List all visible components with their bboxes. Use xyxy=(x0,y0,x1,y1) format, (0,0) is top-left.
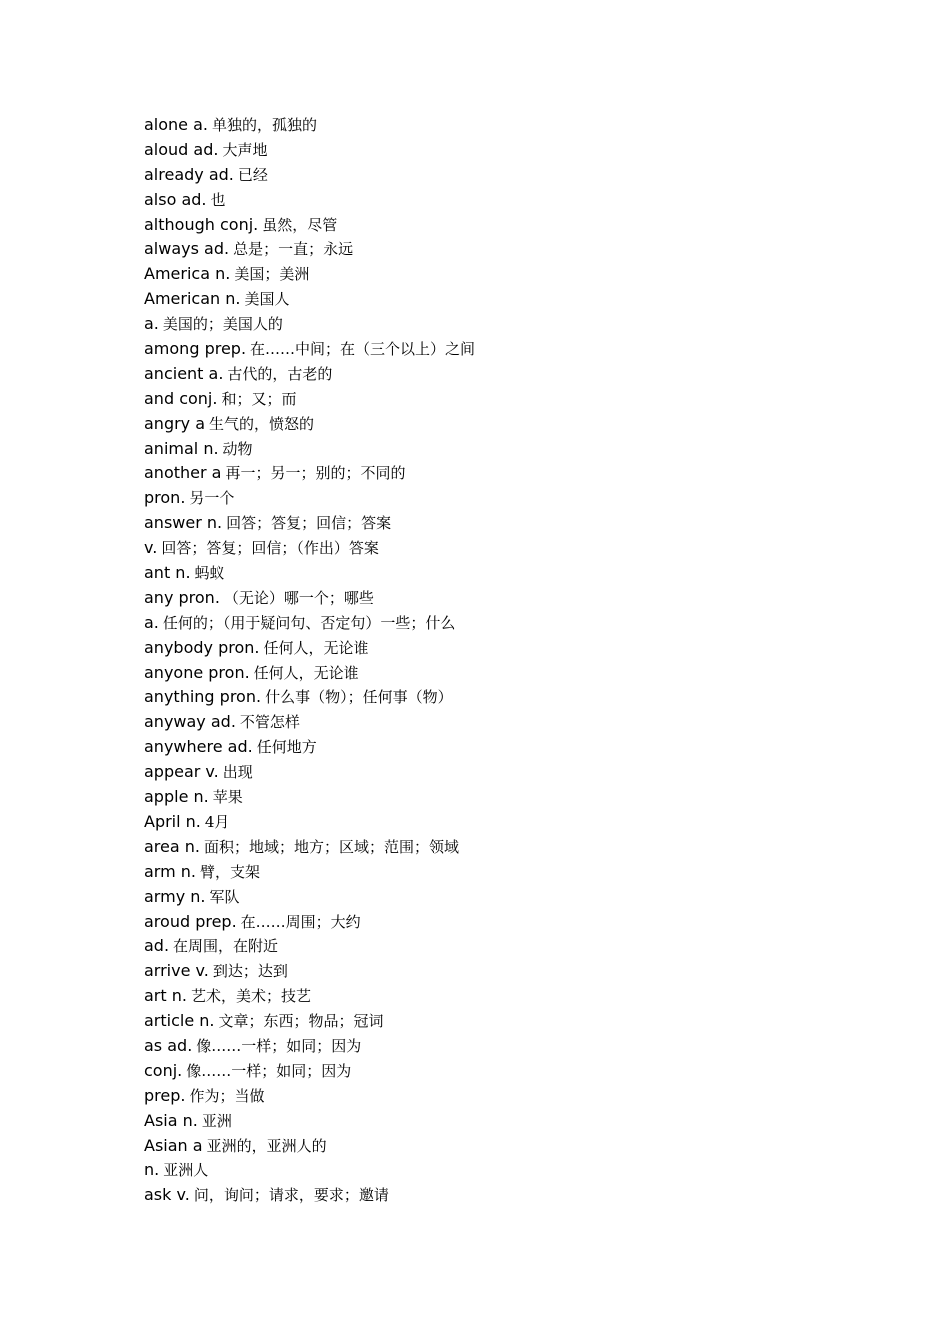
entry-word: ask v. xyxy=(144,1185,190,1205)
entry-word: as ad. xyxy=(144,1035,193,1055)
entry-definition: 艺术，美术；技艺 xyxy=(190,987,311,1006)
vocab-entry xyxy=(144,910,475,935)
entry-word: ant n. xyxy=(144,563,191,583)
vocab-entry xyxy=(144,312,475,337)
entry-definition: 出现 xyxy=(222,763,253,782)
entry-word: Asian a xyxy=(144,1135,203,1155)
entry-word: conj. xyxy=(144,1060,183,1080)
entry-definition: 和；又；而 xyxy=(221,389,297,408)
entry-word: v. xyxy=(144,538,158,558)
entry-definition: 面积；地域；地方；区域；范围；领域 xyxy=(204,837,460,856)
vocab-entry xyxy=(144,1059,475,1084)
vocabulary-list xyxy=(144,113,475,1208)
entry-word: anyway ad. xyxy=(144,712,236,732)
vocab-entry xyxy=(144,1109,475,1134)
vocab-entry xyxy=(144,561,475,586)
entry-definition: 蚂蚁 xyxy=(194,564,225,583)
vocab-entry xyxy=(144,636,475,661)
entry-definition: 美国的；美国人的 xyxy=(162,315,283,334)
entry-word: answer n. xyxy=(144,513,223,533)
entry-definition: （无论）哪一个；哪些 xyxy=(223,588,374,607)
entry-word: April n. xyxy=(144,811,201,831)
entry-word: article n. xyxy=(144,1011,215,1031)
entry-definition: 生气的，愤怒的 xyxy=(209,414,315,433)
vocab-entry xyxy=(144,685,475,710)
entry-word: already ad. xyxy=(144,164,234,184)
vocab-entry xyxy=(144,661,475,686)
vocab-entry xyxy=(144,611,475,636)
entry-word: apple n. xyxy=(144,787,209,807)
vocab-entry xyxy=(144,362,475,387)
vocab-entry xyxy=(144,1009,475,1034)
entry-word: animal n. xyxy=(144,438,219,458)
entry-word: pron. xyxy=(144,488,186,508)
vocab-entry xyxy=(144,934,475,959)
vocab-entry xyxy=(144,785,475,810)
entry-definition: 军队 xyxy=(209,887,240,906)
entry-definition: 到达；达到 xyxy=(212,962,288,981)
entry-word: and conj. xyxy=(144,388,218,408)
entry-definition: 任何人，无论谁 xyxy=(253,663,359,682)
entry-definition: 臂，支架 xyxy=(200,862,261,881)
vocab-entry xyxy=(144,213,475,238)
vocab-entry xyxy=(144,586,475,611)
entry-word: n. xyxy=(144,1160,160,1180)
vocab-entry xyxy=(144,188,475,213)
vocab-entry xyxy=(144,511,475,536)
entry-definition: 美国；美洲 xyxy=(234,265,310,284)
entry-word: anything pron. xyxy=(144,687,262,707)
vocab-entry xyxy=(144,138,475,163)
entry-word: also ad. xyxy=(144,189,207,209)
entry-word: aloud ad. xyxy=(144,139,219,159)
entry-word: American n. xyxy=(144,289,241,309)
vocab-entry xyxy=(144,113,475,138)
entry-definition: 像……一样；如同；因为 xyxy=(196,1036,362,1055)
vocab-entry xyxy=(144,536,475,561)
entry-definition: 文章；东西；物品；冠词 xyxy=(218,1012,384,1031)
entry-word: prep. xyxy=(144,1085,186,1105)
entry-definition: 作为；当做 xyxy=(189,1086,265,1105)
entry-definition: 在……周围；大约 xyxy=(240,912,361,931)
entry-definition: 回答；答复；回信；答案 xyxy=(226,514,392,533)
entry-definition: 也 xyxy=(210,190,226,209)
entry-definition: 像……一样；如同；因为 xyxy=(186,1061,352,1080)
entry-definition: 什么事（物）；任何事（物） xyxy=(265,688,453,707)
entry-definition: 亚洲人 xyxy=(163,1161,209,1180)
entry-word: a. xyxy=(144,314,159,334)
vocab-entry xyxy=(144,835,475,860)
entry-word: ancient a. xyxy=(144,363,224,383)
vocab-entry xyxy=(144,412,475,437)
vocab-entry xyxy=(144,860,475,885)
entry-word: America n. xyxy=(144,264,231,284)
entry-definition: 总是；一直；永远 xyxy=(233,240,354,259)
vocab-entry xyxy=(144,486,475,511)
entry-word: another a xyxy=(144,463,222,483)
entry-word: alone a. xyxy=(144,115,208,134)
vocab-entry xyxy=(144,984,475,1009)
vocab-entry xyxy=(144,287,475,312)
entry-definition: 虽然，尽管 xyxy=(262,215,338,234)
entry-word: appear v. xyxy=(144,762,219,782)
entry-word: ad. xyxy=(144,936,170,956)
entry-definition: 苹果 xyxy=(212,788,243,807)
entry-word: anywhere ad. xyxy=(144,737,253,757)
vocab-entry xyxy=(144,1158,475,1183)
entry-word: arm n. xyxy=(144,861,196,881)
vocab-entry xyxy=(144,461,475,486)
entry-definition: 动物 xyxy=(222,439,253,458)
vocab-entry xyxy=(144,1183,475,1208)
entry-definition: 任何人，无论谁 xyxy=(263,638,369,657)
vocab-entry xyxy=(144,237,475,262)
entry-word: area n. xyxy=(144,836,200,856)
vocab-entry xyxy=(144,1134,475,1159)
vocab-entry xyxy=(144,1084,475,1109)
entry-definition: 已经 xyxy=(237,165,268,184)
entry-word: arrive v. xyxy=(144,961,209,981)
entry-word: army n. xyxy=(144,886,206,906)
entry-word: aroud prep. xyxy=(144,911,237,931)
vocab-entry xyxy=(144,959,475,984)
vocab-entry xyxy=(144,262,475,287)
entry-definition: 在周围，在附近 xyxy=(173,937,279,956)
entry-word: art n. xyxy=(144,986,187,1006)
entry-word: any pron. xyxy=(144,587,220,607)
entry-definition: 回答；答复；回信；（作出）答案 xyxy=(161,539,379,558)
vocab-entry xyxy=(144,735,475,760)
entry-definition: 在……中间；在（三个以上）之间 xyxy=(250,340,476,359)
entry-definition: 亚洲的，亚洲人的 xyxy=(206,1136,327,1155)
entry-definition: 任何地方 xyxy=(256,738,317,757)
entry-word: a. xyxy=(144,612,159,632)
entry-definition: 4月 xyxy=(204,812,230,831)
vocab-entry xyxy=(144,163,475,188)
entry-word: although conj. xyxy=(144,214,259,234)
vocab-entry xyxy=(144,437,475,462)
entry-word: anyone pron. xyxy=(144,662,250,682)
vocab-entry xyxy=(144,710,475,735)
entry-word: anybody pron. xyxy=(144,637,260,657)
entry-definition: 不管怎样 xyxy=(239,713,300,732)
entry-definition: 再一；另一；别的；不同的 xyxy=(225,464,406,483)
entry-definition: 古代的，古老的 xyxy=(227,364,333,383)
entry-definition: 大声地 xyxy=(222,140,268,159)
entry-definition: 另一个 xyxy=(189,489,235,508)
vocab-entry xyxy=(144,1034,475,1059)
entry-definition: 亚洲 xyxy=(201,1111,232,1130)
entry-definition: 任何的；（用于疑问句、否定句）一些；什么 xyxy=(162,613,456,632)
entry-definition: 单独的，孤独的 xyxy=(212,116,318,134)
vocab-entry xyxy=(144,760,475,785)
entry-word: Asia n. xyxy=(144,1110,198,1130)
vocab-entry xyxy=(144,885,475,910)
vocab-entry xyxy=(144,810,475,835)
entry-word: angry a xyxy=(144,413,206,433)
entry-definition: 美国人 xyxy=(244,290,290,309)
vocab-entry xyxy=(144,337,475,362)
vocab-entry xyxy=(144,387,475,412)
entry-word: among prep. xyxy=(144,339,247,359)
entry-word: always ad. xyxy=(144,239,230,259)
entry-definition: 问，询问；请求，要求；邀请 xyxy=(193,1186,389,1205)
